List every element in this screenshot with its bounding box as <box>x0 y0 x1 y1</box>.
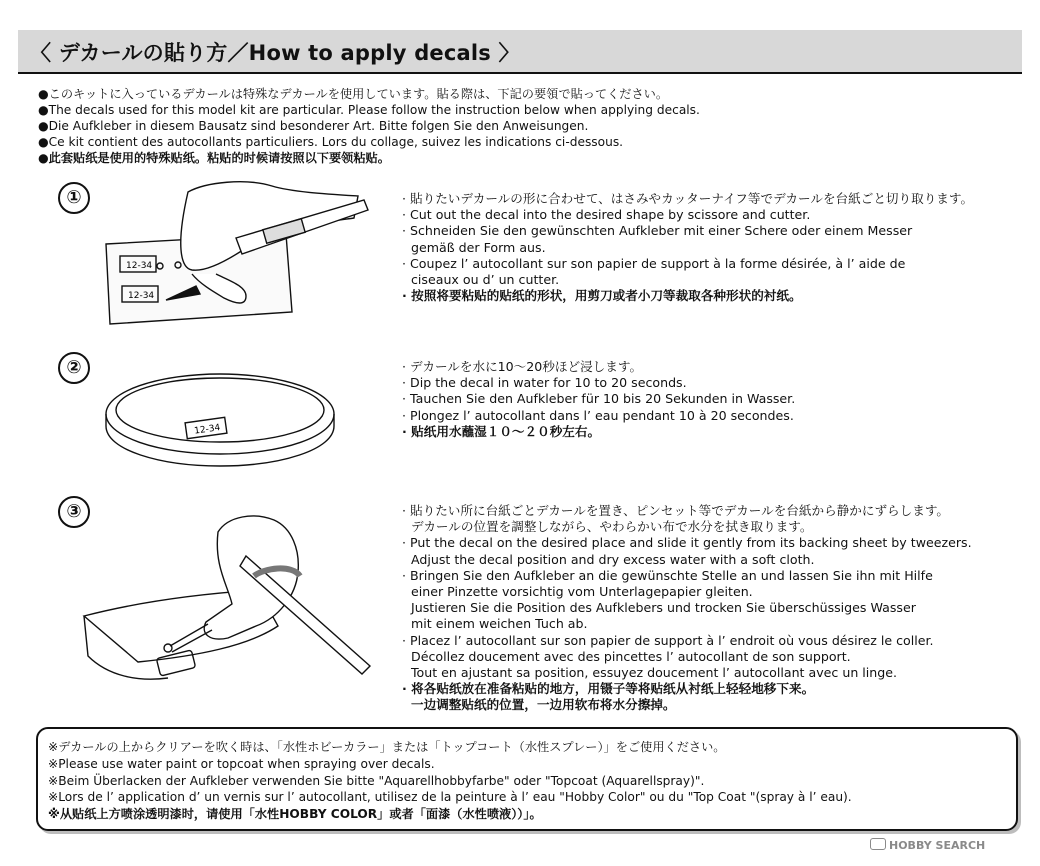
intro-line: ●此套贴纸是使用的特殊贴纸。粘贴的时候请按照以下要领粘贴。 <box>38 151 390 165</box>
step-3-line: · 貼りたい所に台紙ごとデカールを置き、ピンセット等でデカールを台紙から静かにずらします。 <box>402 503 950 518</box>
note-line: ※从贴纸上方喷涂透明漆时，请使用「水性HOBBY COLOR」或者「面漆（水性喷液））」。 <box>48 807 542 822</box>
step-2-text <box>402 359 1022 440</box>
hobby-search-watermark <box>870 838 985 852</box>
step-2-line: · 贴纸用水蘸湿１０～２０秒左右。 <box>402 423 601 439</box>
step-2-line: · Dip the decal in water for 10 to 20 seconds. <box>402 375 687 391</box>
step-1-text <box>402 191 1022 304</box>
note-text <box>48 739 852 823</box>
applying-decal-illustration <box>78 506 398 716</box>
step-3-line: Décollez doucement avec des pincettes l’ autocollant de son support. <box>411 648 851 664</box>
intro-line: ●The decals used for this model kit are particular. Please follow the instruction below when applying decals. <box>38 103 700 117</box>
step-3-line: 一边调整贴纸的位置，一边用软布将水分擦掉。 <box>411 697 676 713</box>
step-3-line: デカールの位置を調整しながら、やわらかい布で水分を拭き取ります。 <box>411 519 813 535</box>
step-2-line: · Plongez l’ autocollant dans l’ eau pendant 10 à 20 secondes. <box>402 407 794 423</box>
step-3-line: · Placez l’ autocollant sur son papier de support à l’ endroit où vous désirez le coller. <box>402 632 934 648</box>
step-3-text <box>402 503 1022 714</box>
step-3-line: Adjust the decal position and dry excess water with a soft cloth. <box>411 551 815 567</box>
step-1-line: gemäß der Form aus. <box>411 239 546 255</box>
page-title: 〈 デカールの貼り方／How to apply decals 〉 <box>30 41 520 65</box>
topcoat-note-box <box>36 727 1018 831</box>
note-line: ※Lors de l’ application d’ un vernis sur l’ autocollant, utilisez de la peinture à l’ eau "Hobby Color" ou du "Top Coat "(spray à l’ eau). <box>48 790 852 805</box>
note-line: ※Beim Überlacken der Aufkleber verwenden Sie bitte "Aquarellhobbyfarbe" oder "Topcoat (Aquarellspray)". <box>48 773 705 788</box>
step-1-line: ciseaux ou d’ un cutter. <box>411 272 560 288</box>
decal-label-2: 12-34 <box>128 291 155 301</box>
dish-decal-label: 12-34 <box>193 423 221 437</box>
hobby-search-logo-icon <box>870 838 886 850</box>
step-2-line: · デカールを水に10～20秒ほど浸します。 <box>402 359 643 374</box>
step-2-number: ② <box>58 352 90 384</box>
step-1-line: · Schneiden Sie den gewünschten Aufkleber mit einer Schere oder einem Messer <box>402 223 913 239</box>
intro-line: ●Die Aufkleber in diesem Bausatz sind besonderer Art. Bitte folgen Sie den Anweisungen. <box>38 119 589 133</box>
step-3-line: · 将各贴纸放在准备粘贴的地方，用镊子等将贴纸从衬纸上轻轻地移下来。 <box>402 681 815 697</box>
step-1-line: · 貼りたいデカールの形に合わせて、はさみやカッターナイフ等でデカールを台紙ごと切り取ります。 <box>402 191 974 206</box>
step-1-line: · Coupez l’ autocollant sur son papier de support à la forme désirée, à l’ aide de <box>402 255 906 271</box>
intro-notes <box>38 86 1018 166</box>
note-line: ※Please use water paint or topcoat when spraying over decals. <box>48 756 435 771</box>
intro-line: ●このキットに入っているデカールは特殊なデカールを使用しています。貼る際は、下記の要領で貼ってください。 <box>38 87 669 101</box>
step-1-number: ① <box>58 182 90 214</box>
step-3-line: mit einem weichen Tuch ab. <box>411 616 588 632</box>
decal-instruction-sheet <box>18 14 1022 850</box>
water-dish-illustration <box>100 366 340 470</box>
watermark-text: HOBBY SEARCH <box>889 839 986 852</box>
step-3-line: Justieren Sie die Position des Aufklebers und trocken Sie überschüssiges Wasser <box>411 600 916 616</box>
step-2-line: · Tauchen Sie den Aufkleber für 10 bis 20 Sekunden in Wasser. <box>402 391 796 407</box>
hand-with-tweezers <box>204 516 298 639</box>
step-3-line: Tout en ajustant sa position, essuyez doucement l’ autocollant avec un linge. <box>411 665 898 681</box>
intro-line: ●Ce kit contient des autocollants particuliers. Lors du collage, suivez les indications ci-dessous. <box>38 135 624 149</box>
decal-label-1: 12-34 <box>126 261 153 271</box>
step-3-number: ③ <box>58 496 90 528</box>
header-bar <box>18 30 1022 74</box>
note-line: ※デカールの上からクリアーを吹く時は、「水性ホビーカラー」または「トップコート（水性スプレー）」をご使用ください。 <box>48 740 726 754</box>
step-1-line: · Cut out the decal into the desired shape by scissore and cutter. <box>402 207 811 223</box>
cutting-decal-illustration <box>96 174 376 334</box>
step-3-line: einer Pinzette vorsichtig vom Unterlagepapier gleiten. <box>411 584 753 600</box>
step-3-line: · Put the decal on the desired place and slide it gently from its backing sheet by tweezers. <box>402 535 972 551</box>
step-3-line: · Bringen Sie den Aufkleber an die gewünschte Stelle an und lassen Sie ihn mit Hilfe <box>402 567 933 583</box>
step-1-line: · 按照将要粘贴的贴纸的形状，用剪刀或者小刀等裁取各种形状的衬纸。 <box>402 288 802 304</box>
